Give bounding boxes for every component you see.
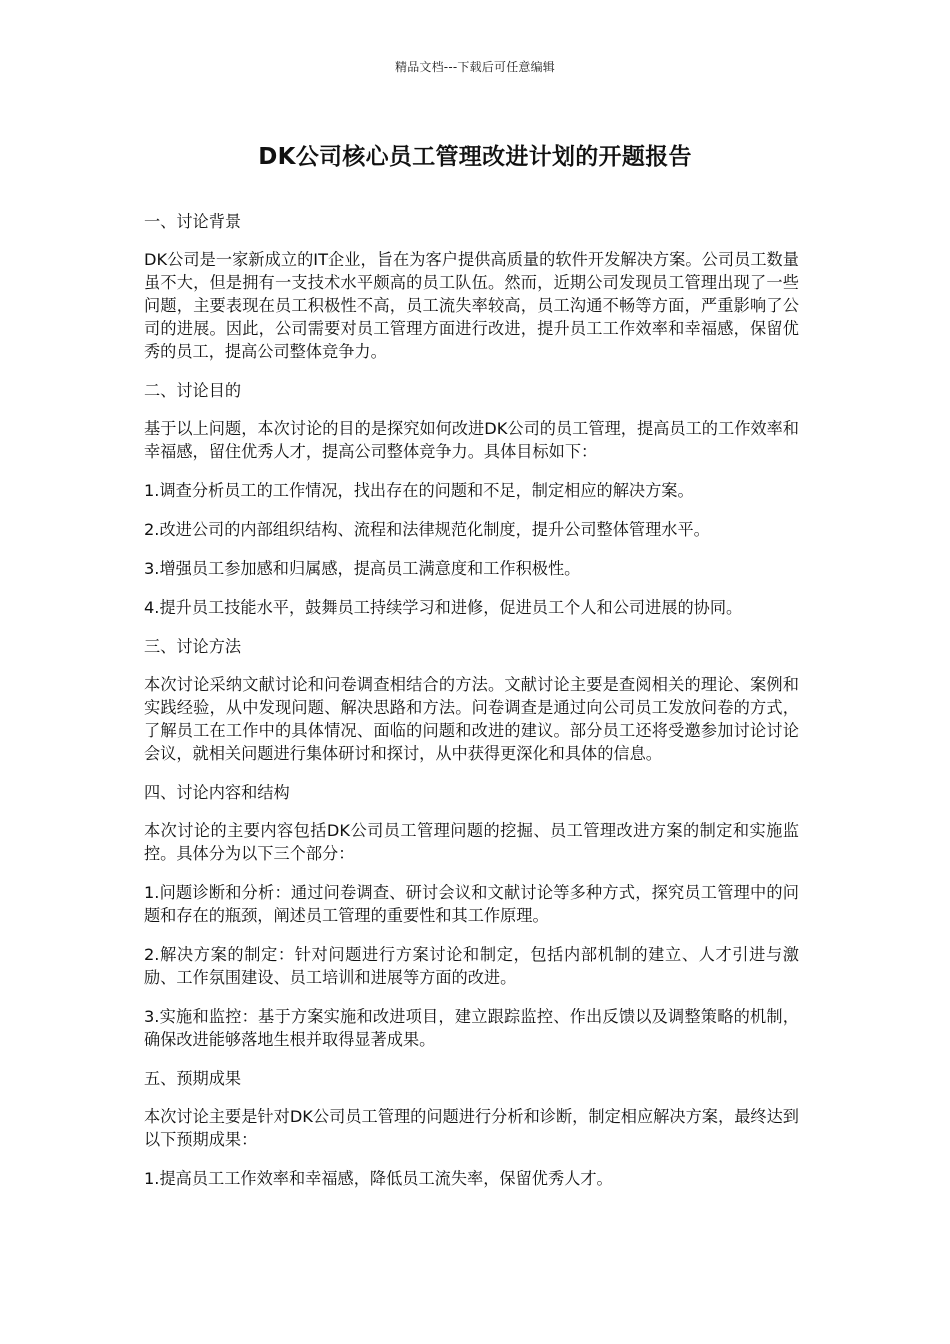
paragraph-purpose: 基于以上问题，本次讨论的目的是探究如何改进DK公司的员工管理，提高员工的工作效率和幸福感，留住优秀人才，提高公司整体竞争力。具体目标如下： [144,419,799,461]
section-heading-outcomes: 五、预期成果 [144,1069,242,1088]
list-item-purpose-1: 1.调查分析员工的工作情况，找出存在的问题和不足，制定相应的解决方案。 [144,481,694,500]
list-item-content-3: 3.实施和监控：基于方案实施和改进项目，建立跟踪监控、作出反馈以及调整策略的机制，确保改进能够落地生根并取得显著成果。 [144,1007,799,1049]
paragraph-content: 本次讨论的主要内容包括DK公司员工管理问题的挖掘、员工管理改进方案的制定和实施监控。具体分为以下三个部分： [144,821,799,863]
paragraph-background: DK公司是一家新成立的IT企业，旨在为客户提供高质量的软件开发解决方案。公司员工数量虽不大，但是拥有一支技术水平颇高的员工队伍。然而，近期公司发现员工管理出现了一些问题，主要表现在员工积极性不高，员工流失率较高，员工沟通不畅等方面，严重影响了公司的进展。因此，公司需要对员工管理方面进行改进，提升员工工作效率和幸福感，保留优秀的员工，提高公司整体竞争力。 [144,250,799,361]
list-item-purpose-2: 2.改进公司的内部组织结构、流程和法律规范化制度，提升公司整体管理水平。 [144,520,710,539]
list-item-purpose-3: 3.增强员工参加感和归属感，提高员工满意度和工作积极性。 [144,559,581,578]
section-heading-background: 一、讨论背景 [144,212,242,231]
document-body [144,210,799,1206]
section-heading-purpose: 二、讨论目的 [144,381,242,400]
list-item-purpose-4: 4.提升员工技能水平，鼓舞员工持续学习和进修，促进员工个人和公司进展的协同。 [144,598,743,617]
list-item-content-2: 2.解决方案的制定：针对问题进行方案讨论和制定，包括内部机制的建立、人才引进与激励、工作氛围建设、员工培训和进展等方面的改进。 [144,945,799,987]
section-heading-content: 四、讨论内容和结构 [144,783,290,802]
document-title: DK公司核心员工管理改进计划的开题报告 [258,144,692,170]
paragraph-method: 本次讨论采纳文献讨论和问卷调查相结合的方法。文献讨论主要是查阅相关的理论、案例和实践经验，从中发现问题、解决思路和方法。问卷调查是通过向公司员工发放问卷的方式，了解员工在工作中的具体情况、面临的问题和改进的建议。部分员工还将受邀参加讨论讨论会议，就相关问题进行集体研讨和探讨，从中获得更深化和具体的信息。 [144,675,799,763]
header-note: 精品文档---下载后可任意编辑 [395,60,555,74]
paragraph-outcomes: 本次讨论主要是针对DK公司员工管理的问题进行分析和诊断，制定相应解决方案，最终达到以下预期成果： [144,1107,799,1149]
list-item-outcomes-1: 1.提高员工工作效率和幸福感，降低员工流失率，保留优秀人才。 [144,1169,613,1188]
section-heading-method: 三、讨论方法 [144,637,242,656]
list-item-content-1: 1.问题诊断和分析：通过问卷调查、研讨会议和文献讨论等多种方式，探究员工管理中的问题和存在的瓶颈，阐述员工管理的重要性和其工作原理。 [144,883,799,925]
